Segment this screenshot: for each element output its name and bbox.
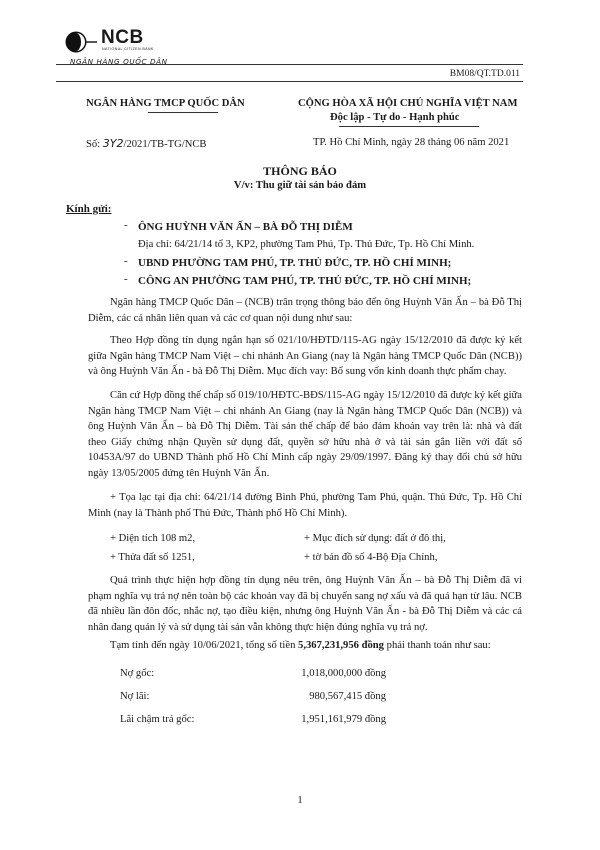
motto-underline xyxy=(339,126,479,127)
detail-purpose: + Mục đích sử dụng: đất ở đô thị, xyxy=(304,533,446,544)
ncb-logo-icon xyxy=(64,30,98,54)
document-number xyxy=(86,137,207,150)
recipient-2: UBND PHƯỜNG TAM PHÚ, TP. THỦ ĐỨC, TP. HỒ CHÍ MINH; xyxy=(138,257,452,269)
total-prefix: Tạm tính đến ngày 10/06/2021, tổng số tiền xyxy=(110,640,296,651)
debt-value: 980,567,415 đồng xyxy=(309,691,386,702)
date-line: TP. Hồ Chí Minh, ngày 28 tháng 06 năm 2021 xyxy=(313,137,510,148)
logo-brand: NCB xyxy=(101,27,144,48)
document-code: BM08/QT.TD.011 xyxy=(449,69,520,79)
country-name: CỘNG HÒA XÃ HỘI CHỦ NGHĨA VIỆT NAM xyxy=(298,98,518,109)
debt-label: Nợ lãi: xyxy=(120,691,150,702)
bank-name: NGÂN HÀNG TMCP QUỐC DÂN xyxy=(86,98,245,109)
recipient-dash: - xyxy=(124,219,128,231)
recipient-dash: - xyxy=(124,273,128,285)
recipient-address: Địa chỉ: 64/21/14 tổ 3, KP2, phường Tam Phú, Tp. Thủ Đức, Tp. Hồ Chí Minh. xyxy=(138,239,475,250)
national-motto: Độc lập - Tự do - Hạnh phúc xyxy=(330,112,460,123)
location-paragraph: + Tọa lạc tại địa chỉ: 64/21/14 đường Bình Phú, phường Tam Phú, quận. Thủ Đức, Tp. Hồ Chí Minh (nay là Thành phố Thủ Đức, Thành phố Hồ Chí Minh). xyxy=(88,492,522,519)
header-rule-top xyxy=(56,64,523,65)
total-suffix: phải thanh toán như sau: xyxy=(386,640,491,651)
kinh-gui-label: Kính gửi: xyxy=(66,203,112,215)
loan-contract-paragraph: Theo Hợp đồng tín dụng ngắn hạn số 021/10/HĐTD/115-AG ngày 15/12/2010 đã được ký kết giữa Ngân hàng TMCP Nam Việt – chi nhánh An Giang (nay là Ngân hàng TMCP Quốc Dân (NCB)) và ông Huỳnh Văn Ấn - bà Đỗ Thị Diễm. Mục đích vay: Bổ sung vốn kinh doanh thực phẩm chay. xyxy=(88,335,522,378)
breach-paragraph: Quá trình thực hiện hợp đồng tín dụng nêu trên, ông Huỳnh Văn Ấn – bà Đỗ Thị Diễm đã vi phạm nghĩa vụ trả nợ nên toàn bộ các khoản vay đã bị chuyển sang nợ xấu và đã quá hạn từ lâu. NCB đã nhiều lần đôn đốc, nhắc nợ, tạo điều kiện, nhưng ông Huỳnh Văn Ấn - bà Đỗ Thị Diễm và các cá nhân đang quản lý và sử dụng tài sản vẫn không thực hiện đúng nghĩa vụ trả nợ. xyxy=(88,575,522,633)
debt-value: 1,018,000,000 đồng xyxy=(301,668,386,679)
document-title: THÔNG BÁO xyxy=(263,164,337,178)
number-prefix: Số: xyxy=(86,139,101,150)
detail-map: + tờ bản đồ số 4-Bộ Địa Chính, xyxy=(304,552,438,563)
logo-script: NGÂN HÀNG QUỐC DÂN xyxy=(70,57,168,66)
recipient-dash: - xyxy=(124,255,128,267)
detail-plot: + Thửa đất số 1251, xyxy=(110,552,195,563)
logo-subline: NATIONAL CITIZEN BANK xyxy=(102,47,154,51)
total-amount: 5,367,231,956 đồng xyxy=(298,640,384,651)
detail-area: + Diện tích 108 m2, xyxy=(110,533,196,544)
debt-label: Nợ gốc: xyxy=(120,668,155,679)
total-line xyxy=(110,640,491,651)
bank-underline xyxy=(148,112,218,113)
header-rule-bottom xyxy=(56,81,523,82)
debt-label: Lãi chậm trả gốc: xyxy=(120,714,195,725)
debt-value: 1,951,161,979 đồng xyxy=(301,714,386,725)
page-number: 1 xyxy=(297,795,303,806)
document-subject: V/v: Thu giữ tài sản bảo đảm xyxy=(233,180,367,191)
mortgage-paragraph: Căn cứ Hợp đồng thế chấp số 019/10/HĐTC-BĐS/115-AG ngày 15/12/2010 đã được ký kết giữa Ngân hàng TMCP Nam Việt – chi nhánh An Giang (nay là Ngân hàng TMCP Quốc Dân (NCB)) và ông Huỳnh Văn Ấn – bà Đỗ Thị Diễm. Tài sản thế chấp để bảo đảm khoản vay trên là: nhà và đất theo Giấy chứng nhận Quyền sử dụng đất, quyền sở hữu nhà ở và tài sản gắn liền với đất số 10453A/97 do UBND Thành phố Hồ Chí Minh cấp ngày 29/09/1997. Đăng ký thay đổi chủ sở hữu ngày 13/05/2005 đứng tên Huỳnh Văn Ấn. xyxy=(88,390,522,479)
intro-paragraph: Ngân hàng TMCP Quốc Dân – (NCB) trân trọng thông báo đến ông Huỳnh Văn Ấn – bà Đỗ Thị Diễm, các cá nhân liên quan và các cơ quan nội dung như sau: xyxy=(88,297,522,324)
number-handwritten: 3Y2 xyxy=(102,137,124,150)
number-suffix: /2021/TB-TG/NCB xyxy=(123,139,207,150)
recipient-1: ÔNG HUỲNH VĂN ẤN – BÀ ĐỖ THỊ DIỄM xyxy=(138,221,353,233)
recipient-3: CÔNG AN PHƯỜNG TAM PHÚ, TP. THỦ ĐỨC, TP. HỒ CHÍ MINH; xyxy=(138,275,472,287)
